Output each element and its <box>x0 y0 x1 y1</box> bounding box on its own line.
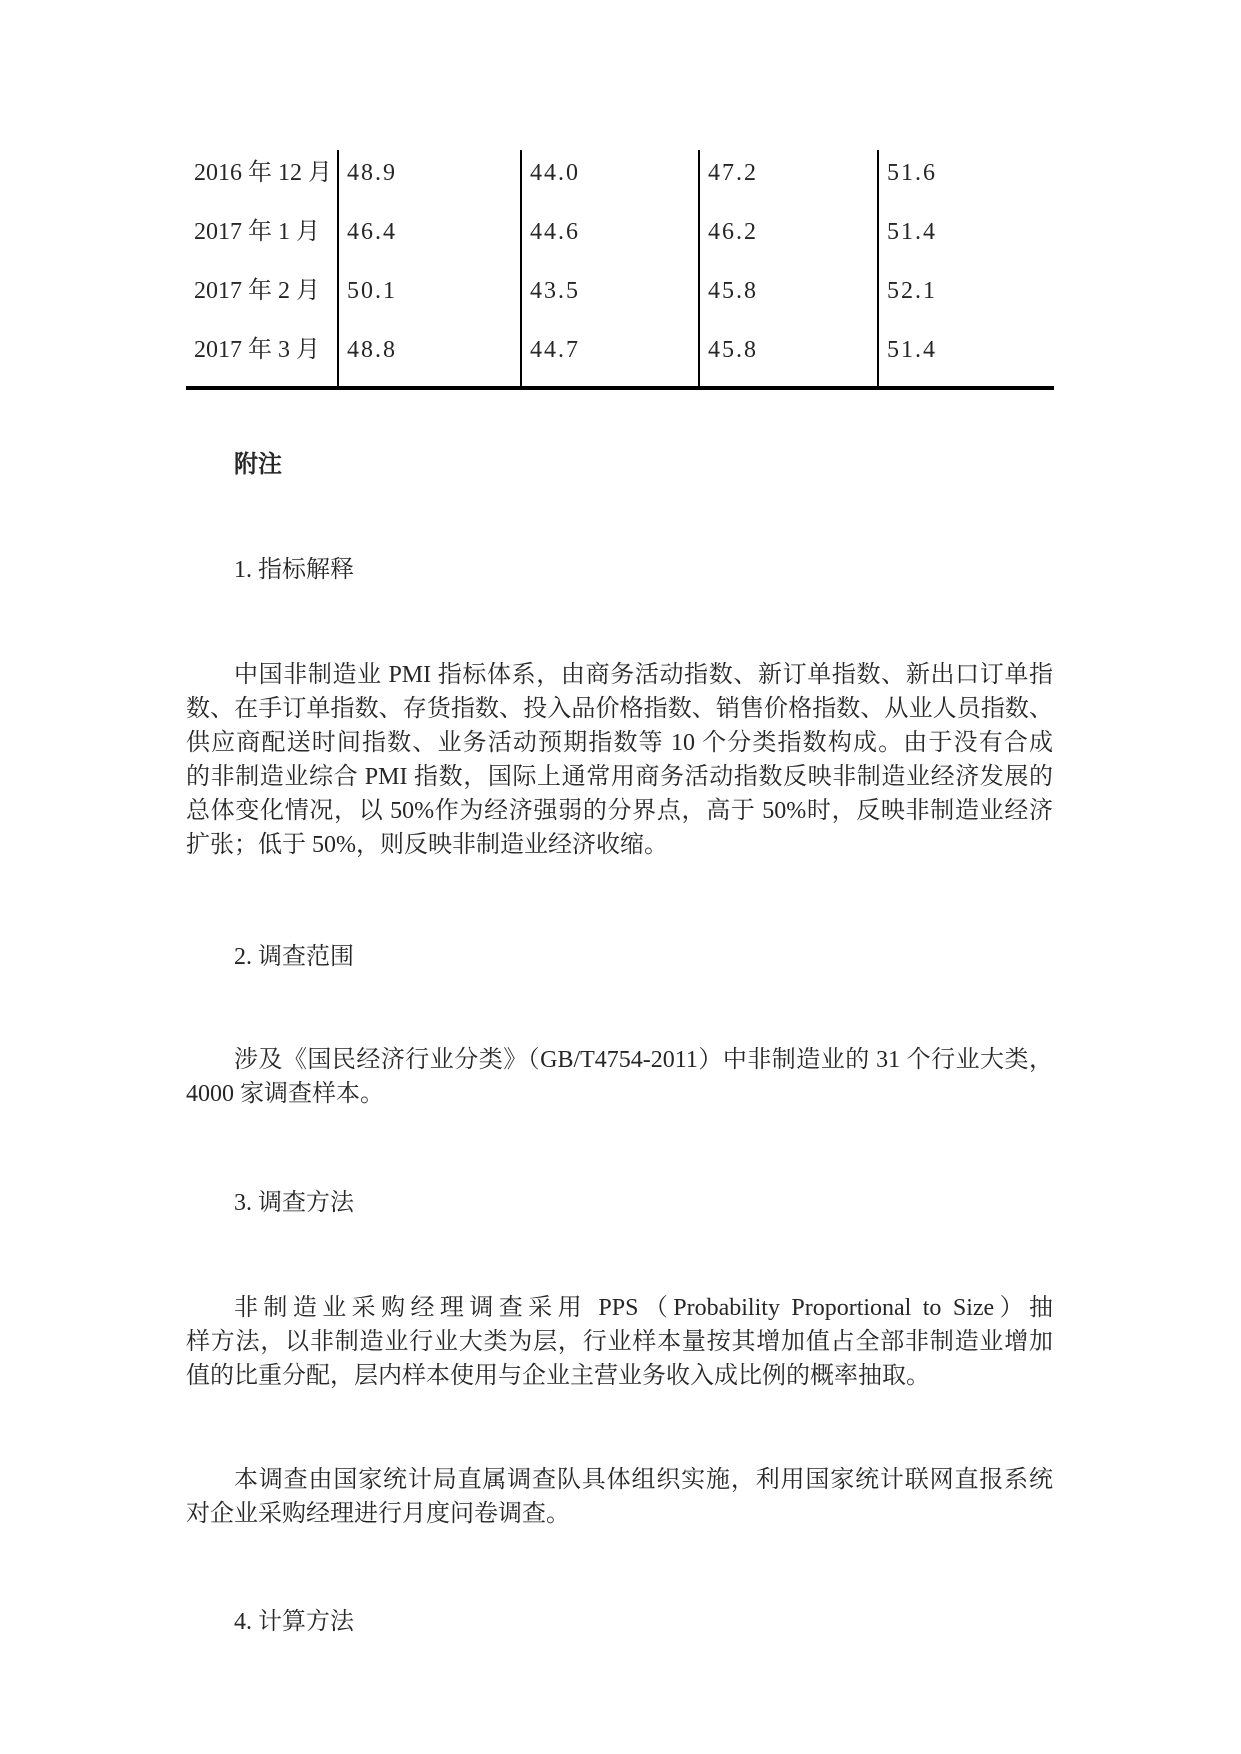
paragraph-line: 扩张；低于 50%，则反映非制造业经济收缩。 <box>186 832 668 858</box>
row-label: 2017 年 3 月 <box>194 337 320 363</box>
paragraph-survey-scope <box>186 1043 1053 1111</box>
row-label: 2017 年 2 月 <box>194 278 320 304</box>
table-cell: 48.8 <box>338 327 521 388</box>
paragraph-line: 本调查由国家统计局直属调查队具体组织实施，利用国家统计联网直报系统 <box>234 1467 1053 1493</box>
paragraph-line: 的非制造业综合 PMI 指数，国际上通常用商务活动指数反映非制造业经济发展的 <box>186 764 1053 790</box>
paragraph-survey-implementation <box>186 1463 1053 1531</box>
section-heading-survey-method: 3. 调查方法 <box>234 1190 354 1216</box>
paragraph-line: 数、在手订单指数、存货指数、投入品价格指数、销售价格指数、从业人员指数、 <box>186 696 1053 722</box>
paragraph-line: 非制造业采购经理调查采用 PPS（Probability Proportional to Size）抽 <box>234 1295 1053 1321</box>
table-cell: 44.7 <box>521 327 699 388</box>
pmi-table <box>186 150 1054 390</box>
paragraph-line: 总体变化情况，以 50%作为经济强弱的分界点，高于 50%时，反映非制造业经济 <box>186 798 1053 824</box>
table-row <box>186 209 1054 268</box>
table-cell: 45.8 <box>699 268 878 327</box>
table-cell: 46.2 <box>699 209 878 268</box>
table-cell: 46.4 <box>338 209 521 268</box>
paragraph-sampling-method <box>186 1291 1053 1393</box>
table-cell: 50.1 <box>338 268 521 327</box>
table-cell: 51.4 <box>878 209 1054 268</box>
paragraph-line: 样方法，以非制造业行业大类为层，行业样本量按其增加值占全部非制造业增加 <box>186 1329 1053 1355</box>
paragraph-indicator-explanation <box>186 658 1053 862</box>
paragraph-line: 中国非制造业 PMI 指标体系，由商务活动指数、新订单指数、新出口订单指 <box>234 662 1053 688</box>
section-heading-calculation-method: 4. 计算方法 <box>234 1609 354 1635</box>
row-label: 2016 年 12 月 <box>194 160 332 186</box>
section-heading-indicator-explanation: 1. 指标解释 <box>234 557 354 583</box>
table-row <box>186 268 1054 327</box>
table-cell: 51.4 <box>878 327 1054 388</box>
table-cell: 52.1 <box>878 268 1054 327</box>
table-row <box>186 150 1054 209</box>
table-cell: 51.6 <box>878 150 1054 209</box>
row-label: 2017 年 1 月 <box>194 219 320 245</box>
section-heading-survey-scope: 2. 调查范围 <box>234 944 354 970</box>
table-cell: 48.9 <box>338 150 521 209</box>
table-cell: 45.8 <box>699 327 878 388</box>
table-row <box>186 327 1054 388</box>
table-cell: 44.6 <box>521 209 699 268</box>
paragraph-line: 值的比重分配，层内样本使用与企业主营业务收入成比例的概率抽取。 <box>186 1363 930 1389</box>
table-cell: 43.5 <box>521 268 699 327</box>
paragraph-line: 4000 家调查样本。 <box>186 1081 384 1107</box>
paragraph-line: 供应商配送时间指数、业务活动预期指数等 10 个分类指数构成。由于没有合成 <box>186 730 1053 756</box>
paragraph-line: 对企业采购经理进行月度问卷调查。 <box>186 1501 570 1527</box>
document-content <box>0 150 1241 1639</box>
notes-title: 附注 <box>234 452 282 478</box>
paragraph-line: 涉及《国民经济行业分类》（GB/T4754-2011）中非制造业的 31 个行业大类， <box>234 1047 1053 1073</box>
table-cell: 44.0 <box>521 150 699 209</box>
table-cell: 47.2 <box>699 150 878 209</box>
